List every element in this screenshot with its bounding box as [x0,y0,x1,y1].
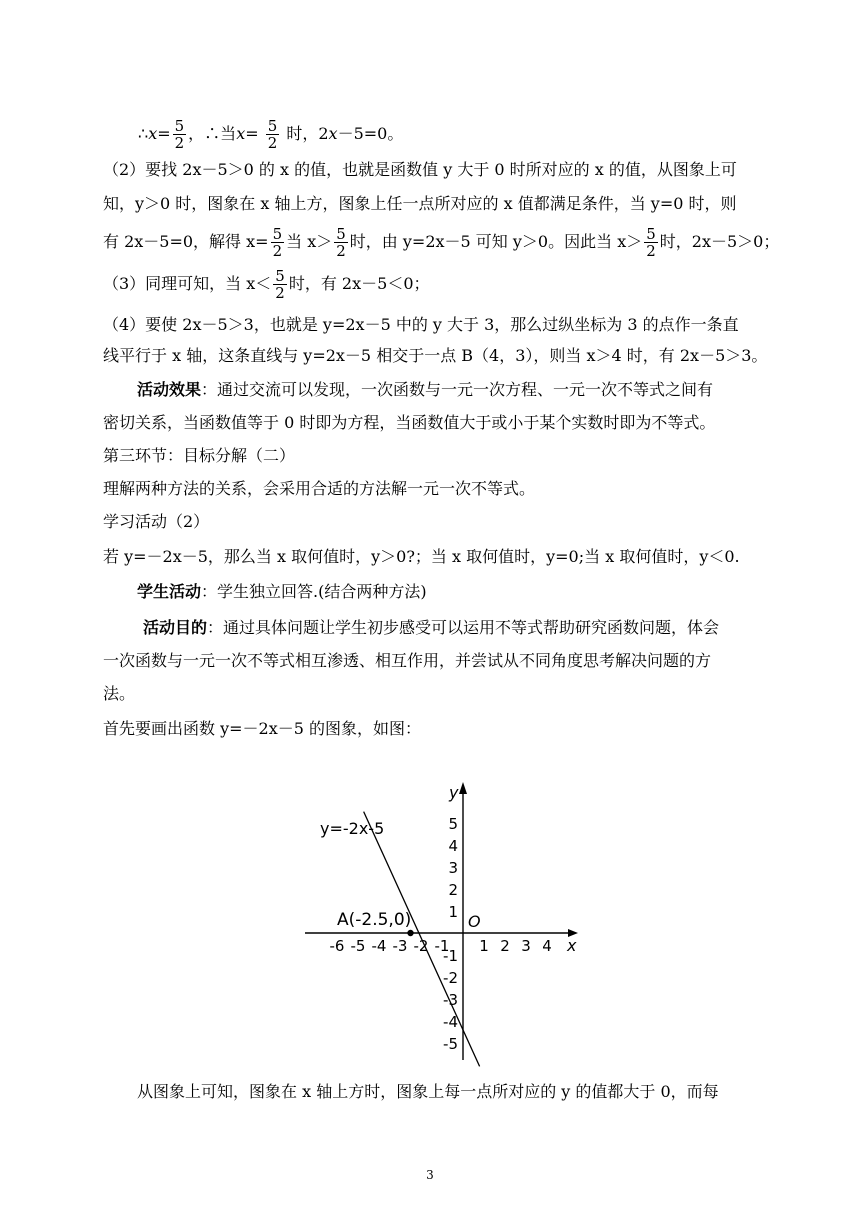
text: 时，由 y=2x－5 可知 y＞0。因此当 x＞ [349,232,643,251]
text: －5=0。 [337,124,404,143]
x-tick-label: -3 [392,937,408,955]
point-a-label: A(-2.5,0) [337,910,412,930]
page-number: 3 [426,1168,434,1182]
fraction [271,226,285,259]
var-x: x [328,124,338,143]
x-tick-label: 3 [521,937,531,955]
x-tick-label: 1 [479,937,489,955]
denominator: 2 [275,284,285,302]
denominator: 2 [174,134,185,152]
numerator: 5 [267,117,278,135]
x-tick-label: 2 [500,937,510,955]
y-tick-label: 4 [448,837,458,855]
numerator: 5 [646,225,656,243]
x-tick-label: 4 [542,937,552,955]
therefore-symbol: ∴ [138,124,149,143]
paragraph-text: 密切关系，当函数值等于 0 时即为方程，当函数值大于或小于某个实数时即为不等式。 [103,413,716,432]
x-tick-label: -1 [434,937,450,955]
var-x: x [236,124,246,143]
paragraph-text: 法。 [103,684,136,703]
paragraph-text: 若 y=－2x－5，那么当 x 取何值时，y＞0?；当 x 取何值时，y=0;当 x 取何值时，y＜0. [103,547,740,566]
y-tick-label: -3 [443,991,458,1009]
section-heading: 第三环节：目标分解（二） [103,446,296,465]
origin-label: O [468,912,481,931]
paragraph-text: 从图象上可知，图象在 x 轴上方时，图象上每一点所对应的 y 的值都大于 0，而每 [137,1082,719,1101]
denominator: 2 [336,242,346,260]
section-label: 学生活动 [137,582,202,601]
point-a [407,930,413,936]
function-graph [300,775,600,1075]
y-tick-label: 3 [448,859,458,877]
text: （3）同理可知，当 x＜ [103,274,272,293]
equals: = [245,124,264,143]
fraction [644,226,658,259]
denominator: 2 [646,242,656,260]
x-tick-label: -6 [329,937,345,955]
y-tick-label: 2 [448,881,458,899]
paragraph-text: （4）要使 2x－5＞3，也就是 y=2x－5 中的 y 大于 3，那么过纵坐标为 3 的点作一条直 [103,315,739,334]
fraction [334,226,348,259]
y-tick-label: -1 [443,947,458,965]
y-axis-arrow [459,782,467,794]
text: 当 x＞ [286,232,333,251]
x-axis-label: x [567,936,577,955]
x-tick-label: -2 [413,937,429,955]
paragraph-text: 知，y＞0 时，图象在 x 轴上方，图象上任一点所对应的 x 值都满足条件，当 y=0 时，则 [103,194,737,213]
section-label: 活动目的 [143,618,208,637]
fraction [173,118,187,151]
denominator: 2 [267,134,278,152]
text: 时，有 2x－5＜0； [288,274,430,293]
y-axis-label: y [449,783,459,802]
paragraph-text: 理解两种方法的关系，会采用合适的方法解一元一次不等式。 [103,479,536,498]
y-tick-label: -4 [443,1013,458,1031]
fraction [266,118,280,151]
x-tick-label: -5 [350,937,366,955]
y-tick-label: 1 [448,903,458,921]
text: 时，2x－5＞0； [659,232,780,251]
text: ，∴当 [188,124,237,143]
numerator: 5 [174,117,185,135]
x-tick-label: -4 [371,937,387,955]
section-label: 活动效果 [137,380,202,399]
y-tick-label: 5 [448,815,458,833]
section-heading: 学习活动（2） [103,512,210,531]
equals: = [157,124,171,143]
paragraph-text: ：学生独立回答.(结合两种方法) [201,582,427,601]
y-tick-label: -5 [443,1035,458,1053]
numerator: 5 [272,225,283,243]
paragraph-text: 首先要画出函数 y=－2x－5 的图象，如图： [103,719,422,738]
y-tick-label: -2 [443,969,458,987]
paragraph-text: 一次函数与一元一次不等式相互渗透、相互作用，并尝试从不同角度思考解决问题的方 [103,651,712,670]
denominator: 2 [272,242,283,260]
paragraph-text: ：通过交流可以发现，一次函数与一元一次方程、一元一次不等式之间有 [201,380,714,399]
paragraph-text: 线平行于 x 轴，这条直线与 y=2x－5 相交于一点 B（4，3），则当 x＞4 时，有 2x－5＞3。 [103,346,768,365]
paragraph-text: （2）要找 2x－5＞0 的 x 的值，也就是函数值 y 大于 0 时所对应的 x 的值，从图象上可 [103,160,737,179]
text: 时，2 [281,124,329,143]
fraction [273,268,287,301]
numerator: 5 [336,225,346,243]
paragraph-text: ：通过具体问题让学生初步感受可以运用不等式帮助研究函数问题，体会 [207,618,720,637]
text: 有 2x－5=0，解得 x= [103,232,269,251]
var-x: x [148,124,158,143]
line-label: y=-2x-5 [320,819,385,838]
numerator: 5 [275,267,285,285]
